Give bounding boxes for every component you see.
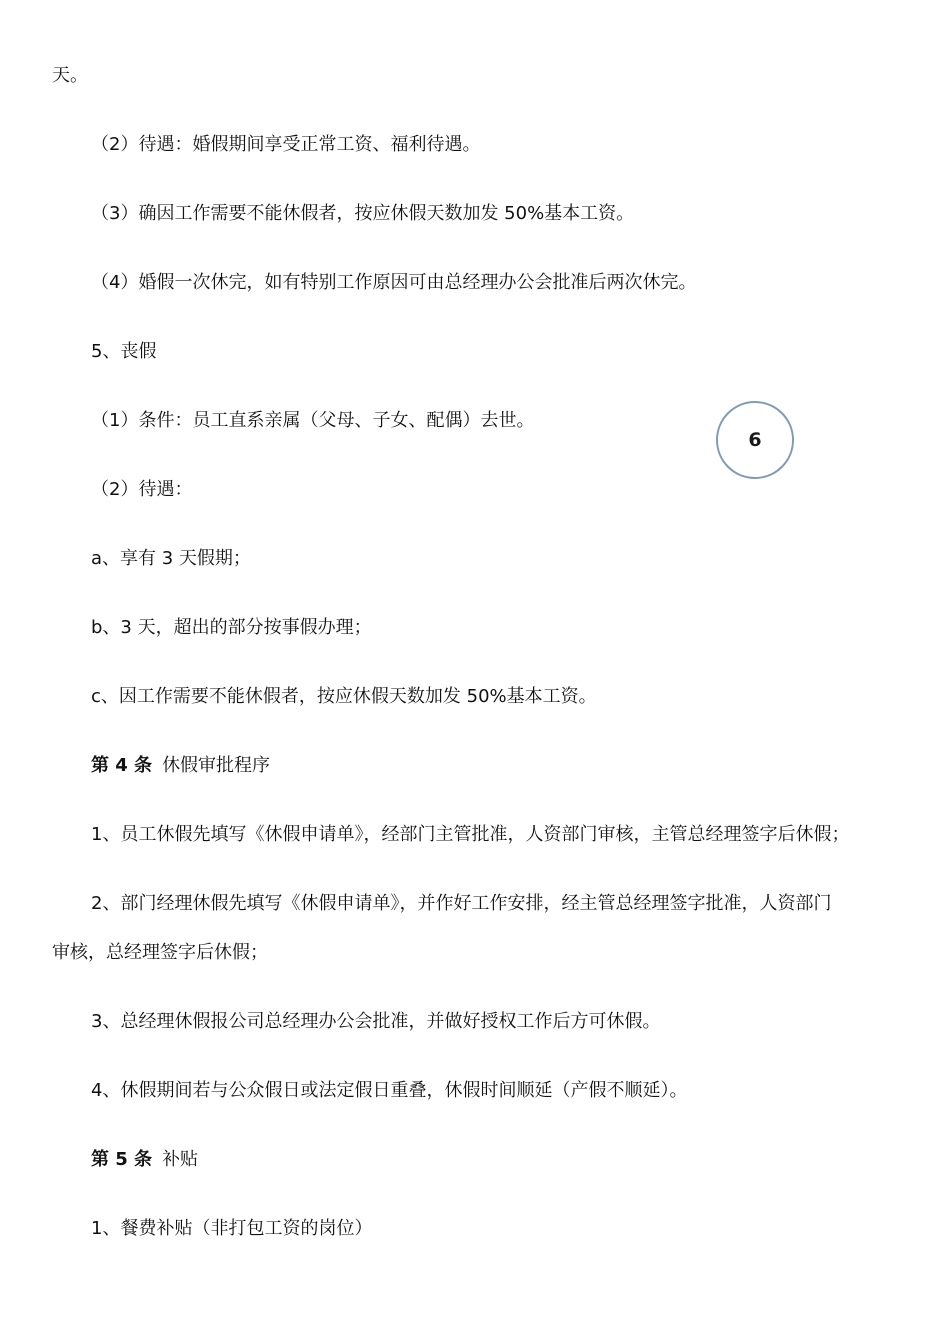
- section-heading-label: 第 5 条: [91, 1149, 153, 1170]
- page-number-badge: 6: [716, 401, 794, 479]
- section-heading: [91, 754, 270, 778]
- text-line: 5、丧假: [91, 341, 157, 362]
- text-line: （2）待遇：婚假期间享受正常工资、福利待遇。: [91, 134, 481, 155]
- section-heading-title: 休假审批程序: [162, 755, 271, 776]
- text-line: （4）婚假一次休完，如有特别工作原因可由总经理办公会批准后两次休完。: [91, 272, 697, 293]
- text-line: （1）条件：员工直系亲属（父母、子女、配偶）去世。: [91, 410, 535, 431]
- text-line: b、3 天，超出的部分按事假办理；: [91, 617, 372, 638]
- text-line: 1、餐费补贴（非打包工资的岗位）: [91, 1218, 373, 1239]
- text-line: （2）待遇：: [91, 479, 193, 500]
- text-line: 4、休假期间若与公众假日或法定假日重叠，休假时间顺延（产假不顺延）。: [91, 1080, 688, 1101]
- text-line: 审核，总经理签字后休假；: [52, 942, 268, 963]
- text-line: 3、总经理休假报公司总经理办公会批准，并做好授权工作后方可休假。: [91, 1011, 661, 1032]
- section-heading: [91, 1148, 198, 1172]
- section-heading-label: 第 4 条: [91, 755, 153, 776]
- section-heading-title: 补贴: [162, 1149, 199, 1170]
- text-line: 天。: [52, 65, 88, 86]
- text-line: （3）确因工作需要不能休假者，按应休假天数加发 50%基本工资。: [91, 203, 635, 224]
- text-line: c、因工作需要不能休假者，按应休假天数加发 50%基本工资。: [91, 686, 597, 707]
- text-line: 1、员工休假先填写《休假申请单》，经部门主管批准，人资部门审核，主管总经理签字后休假；: [91, 824, 850, 845]
- text-line: a、享有 3 天假期；: [91, 548, 251, 569]
- text-line: 2、部门经理休假先填写《休假申请单》，并作好工作安排，经主管总经理签字批准，人资部门: [91, 893, 832, 914]
